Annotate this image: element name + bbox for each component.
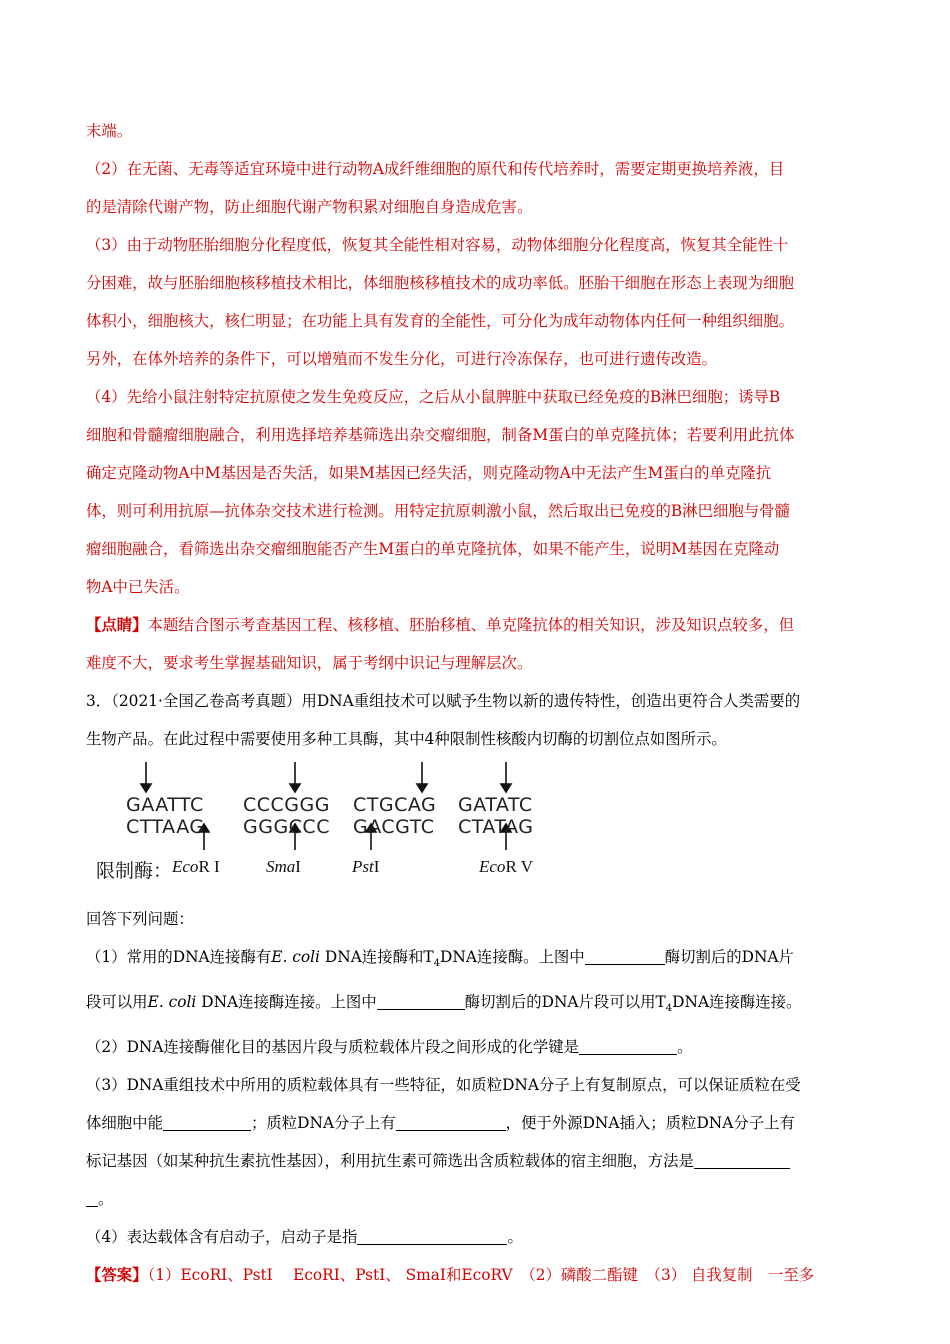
dianjing-line: 【点睛】本题结合图示考查基因工程、核移植、胚胎移植、单克隆抗体的相关知识，涉及知识点较多，但: [86, 616, 794, 634]
ecorv-name: EcoR V: [479, 857, 533, 876]
answer-line: 末端。: [86, 122, 133, 140]
answer-blank[interactable]: [579, 1036, 677, 1055]
answer-blank[interactable]: [585, 946, 665, 965]
answer-blank[interactable]: [163, 1112, 251, 1131]
psti-site: CTGCAG GACGTC: [353, 794, 437, 838]
answer-line: 瘤细胞融合，看筛选出杂交瘤细胞能否产生M蛋白的单克隆抗体，如果不能产生，说明M基因在克隆动: [86, 540, 780, 558]
q3-line: 体细胞中能 ；质粒DNA分子上有 ，便于外源DNA插入；质粒DNA分子上有: [86, 1114, 795, 1133]
dianjing-line: 难度不大，要求考生掌握基础知识，属于考纲中识记与理解层次。: [86, 654, 533, 672]
question-text: 生物产品。在此过程中需要使用多种工具酶，其中4种限制性核酸内切酶的切割位点如图所示。: [86, 730, 727, 748]
answer-line: （2）在无菌、无毒等适宜环境中进行动物A成纤维细胞的原代和传代培养时，需要定期更换培养液，目: [86, 160, 785, 178]
answer-line: 体，则可利用抗原—抗体杂交技术进行检测。用特定抗原刺激小鼠，然后取出已免疫的B淋巴细胞与骨髓: [86, 502, 790, 520]
down-arrow-head: [417, 784, 427, 792]
down-arrow-head: [141, 784, 151, 792]
ecori-site: GAATTC CTTAAG: [126, 794, 205, 838]
restriction-site-diagram: [96, 758, 866, 908]
answer-blank[interactable]: [694, 1150, 790, 1169]
answer-line: 体积小，细胞核大，核仁明显；在功能上具有发育的全能性，可分化为成年动物体内任何一种组织细胞。: [86, 312, 794, 330]
ecori-name: EcoR I: [172, 857, 220, 876]
answer-blank[interactable]: [396, 1112, 506, 1131]
answer-blank[interactable]: [357, 1226, 507, 1245]
psti-name: PstI: [352, 857, 380, 876]
q1-line: 段可以用E. coli DNA连接酶连接。上图中 酶切割后的DNA片段可以用$T_4DNA$连接酶连接。: [86, 993, 802, 1015]
q4-line: （4）表达载体含有启动子，启动子是指 。: [86, 1228, 523, 1247]
answer-line: 另外，在体外培养的条件下，可以增殖而不发生分化，可进行冷冻保存，也可进行遗传改造。: [86, 350, 718, 368]
q1-line: （1）常用的DNA连接酶有E. coli DNA连接酶和$T_4DNA$连接酶。上图中 酶切割后的DNA片: [86, 948, 794, 970]
answers-intro: 回答下列问题：: [86, 910, 194, 928]
enzyme-label: 限制酶：: [96, 860, 173, 882]
down-arrow-head: [290, 784, 300, 792]
ecorv-site: GATATC CTATAG: [458, 794, 534, 838]
document-page: [86, 112, 866, 1294]
answer-line: 细胞和骨髓瘤细胞融合，利用选择培养基筛选出杂交瘤细胞，制备M蛋白的单克隆抗体；若要利用此抗体: [86, 426, 795, 444]
answer-line: （3）由于动物胚胎细胞分化程度低，恢复其全能性相对容易，动物体细胞分化程度高，恢复其全能性十: [86, 236, 789, 254]
answer-key-line: 【答案】（1）EcoRI、PstI EcoRI、PstI、 SmaI和EcoRV （2）磷酸二酯键 （3） 自我复制 一至多: [86, 1266, 815, 1285]
q3-line: （3）DNA重组技术中所用的质粒载体具有一些特征，如质粒DNA分子上有复制原点，可以保证质粒在受: [86, 1076, 801, 1095]
q2-line: （2）DNA连接酶催化目的基因片段与质粒载体片段之间形成的化学键是 。: [86, 1038, 693, 1057]
question-text: 3．（2021·全国乙卷高考真题）用DNA重组技术可以赋予生物以新的遗传特性，创造出更符合人类需要的: [86, 692, 801, 710]
q3-line: 标记基因（如某种抗生素抗性基因），利用抗生素可筛选出含质粒载体的宿主细胞，方法是: [86, 1142, 866, 1180]
dianjing-tag: 【点睛】: [86, 616, 148, 634]
answer-line: 确定克隆动物A中M基因是否失活，如果M基因已经失活，则克隆动物A中无法产生M蛋白的单克隆抗: [86, 464, 772, 482]
smai-site: CCCGGG GGGCCC: [243, 794, 330, 838]
answer-blank[interactable]: [377, 991, 465, 1010]
answer-tag: 【答案】: [86, 1266, 148, 1285]
answer-line: 物A中已失活。: [86, 578, 190, 596]
q3-line: 。: [86, 1180, 866, 1218]
answer-line: 的是清除代谢产物，防止细胞代谢产物积累对细胞自身造成危害。: [86, 198, 533, 216]
answer-blank[interactable]: [86, 1188, 98, 1207]
smai-name: SmaI: [266, 857, 301, 876]
answer-line: 分困难，故与胚胎细胞核移植技术相比，体细胞核移植技术的成功率低。胚胎干细胞在形态上表现为细胞: [86, 274, 794, 292]
answer-line: （4）先给小鼠注射特定抗原使之发生免疫反应，之后从小鼠脾脏中获取已经免疫的B淋巴细胞；诱导B: [86, 388, 781, 406]
down-arrow-head: [501, 784, 511, 792]
